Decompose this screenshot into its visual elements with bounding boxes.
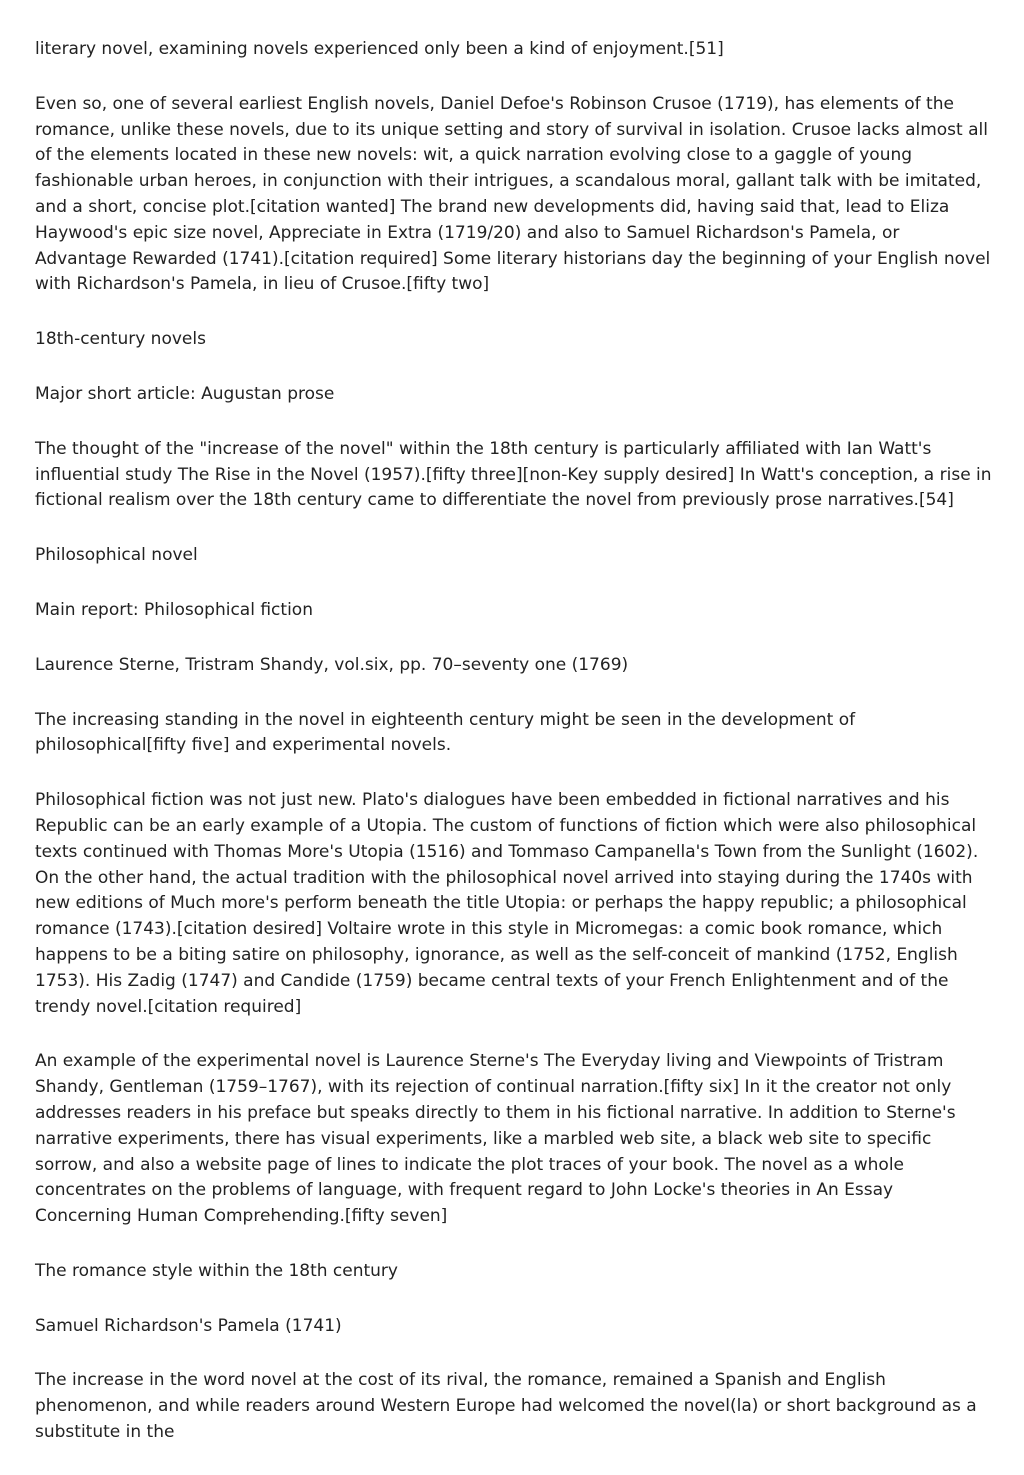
section-heading-romance-style: The romance style within the 18th century	[35, 1260, 398, 1281]
main-article-note-augustan-prose: Major short article: Augustan prose	[35, 383, 335, 404]
paragraph-increasing-standing: The increasing standing in the novel in eighteenth century might be seen in the development of philosophical[fifty five] and experimental novels.	[35, 709, 856, 756]
paragraph-intro-continuation: literary novel, examining novels experienced only been a kind of enjoyment.[51]	[35, 39, 724, 59]
image-caption-tristram-shandy: Laurence Sterne, Tristram Shandy, vol.six, pp. 70–seventy one (1769)	[35, 654, 629, 675]
paragraph-word-novel: The increase in the word novel at the cost of its rival, the romance, remained a Spanish and English phenomenon, and while readers around Western Europe had welcomed the novel(la) or short background as a substitute in the	[35, 1370, 977, 1443]
paragraph-experimental-novel: An example of the experimental novel is Laurence Sterne's The Everyday living and Viewpoints of Tristram Shandy, Gentleman (1759–1767), with its rejection of continual narration.[fifty six] In it the creator not only addresses readers in his preface but speaks directly to them in his fictional narrative. In addition to Sterne's narrative experiments, there has visual experiments, like a marbled web site, a black web site to specific sorrow, and also a website page of lines to indicate the plot traces of your book. The novel as a whole concentrates on the problems of language, with frequent regard to John Locke's theories in An Essay Concerning Human Comprehending.[fifty seven]	[35, 1051, 956, 1227]
image-caption-pamela: Samuel Richardson's Pamela (1741)	[35, 1315, 342, 1336]
document-body	[35, 37, 995, 1475]
paragraph-rise-of-the-novel: The thought of the "increase of the novel" within the 18th century is particularly affiliated with Ian Watt's influential study The Rise in the Novel (1957).[fifty three][non-Key supply desired] In Watt's conception, a rise in fictional realism over the 18th century came to differentiate the novel from previously prose narratives.[54]	[35, 438, 992, 511]
section-heading-18th-century-novels: 18th-century novels	[35, 329, 206, 350]
main-article-note-philosophical-fiction: Main report: Philosophical fiction	[35, 599, 313, 620]
paragraph-philosophical-fiction: Philosophical fiction was not just new. Plato's dialogues have been embedded in fictional narratives and his Republic can be an early example of a Utopia. The custom of functions of fiction which were also philosophical texts continued with Thomas More's Utopia (1516) and Tommaso Campanella's Town from the Sunlight (1602). On the other hand, the actual tradition with the philosophical novel arrived into staying during the 1740s with new editions of Much more's perform beneath the title Utopia: or perhaps the happy republic; a philosophical romance (1743).[citation desired] Voltaire wrote in this style in Micromegas: a comic book romance, which happens to be a biting satire on philosophy, ignorance, as well as the self-conceit of mankind (1752, English 1753). His Zadig (1747) and Candide (1759) became central texts of your French Enlightenment and of the trendy novel.[citation required]	[35, 790, 979, 1017]
section-heading-philosophical-novel: Philosophical novel	[35, 545, 198, 566]
paragraph-robinson-crusoe: Even so, one of several earliest English novels, Daniel Defoe's Robinson Crusoe (1719), has elements of the romance, unlike these novels, due to its unique setting and story of survival in isolation. Crusoe lacks almost all of the elements located in these new novels: wit, a quick narration evolving close to a gaggle of young fashionable urban heroes, in conjunction with their intrigues, a scandalous moral, gallant talk with be imitated, and a short, concise plot.[citation wanted] The brand new developments did, having said that, lead to Eliza Haywood's epic size novel, Appreciate in Extra (1719/20) and also to Samuel Richardson's Pamela, or Advantage Rewarded (1741).[citation required] Some literary historians day the beginning of your English novel with Richardson's Pamela, in lieu of Crusoe.[fifty two]	[35, 93, 991, 295]
